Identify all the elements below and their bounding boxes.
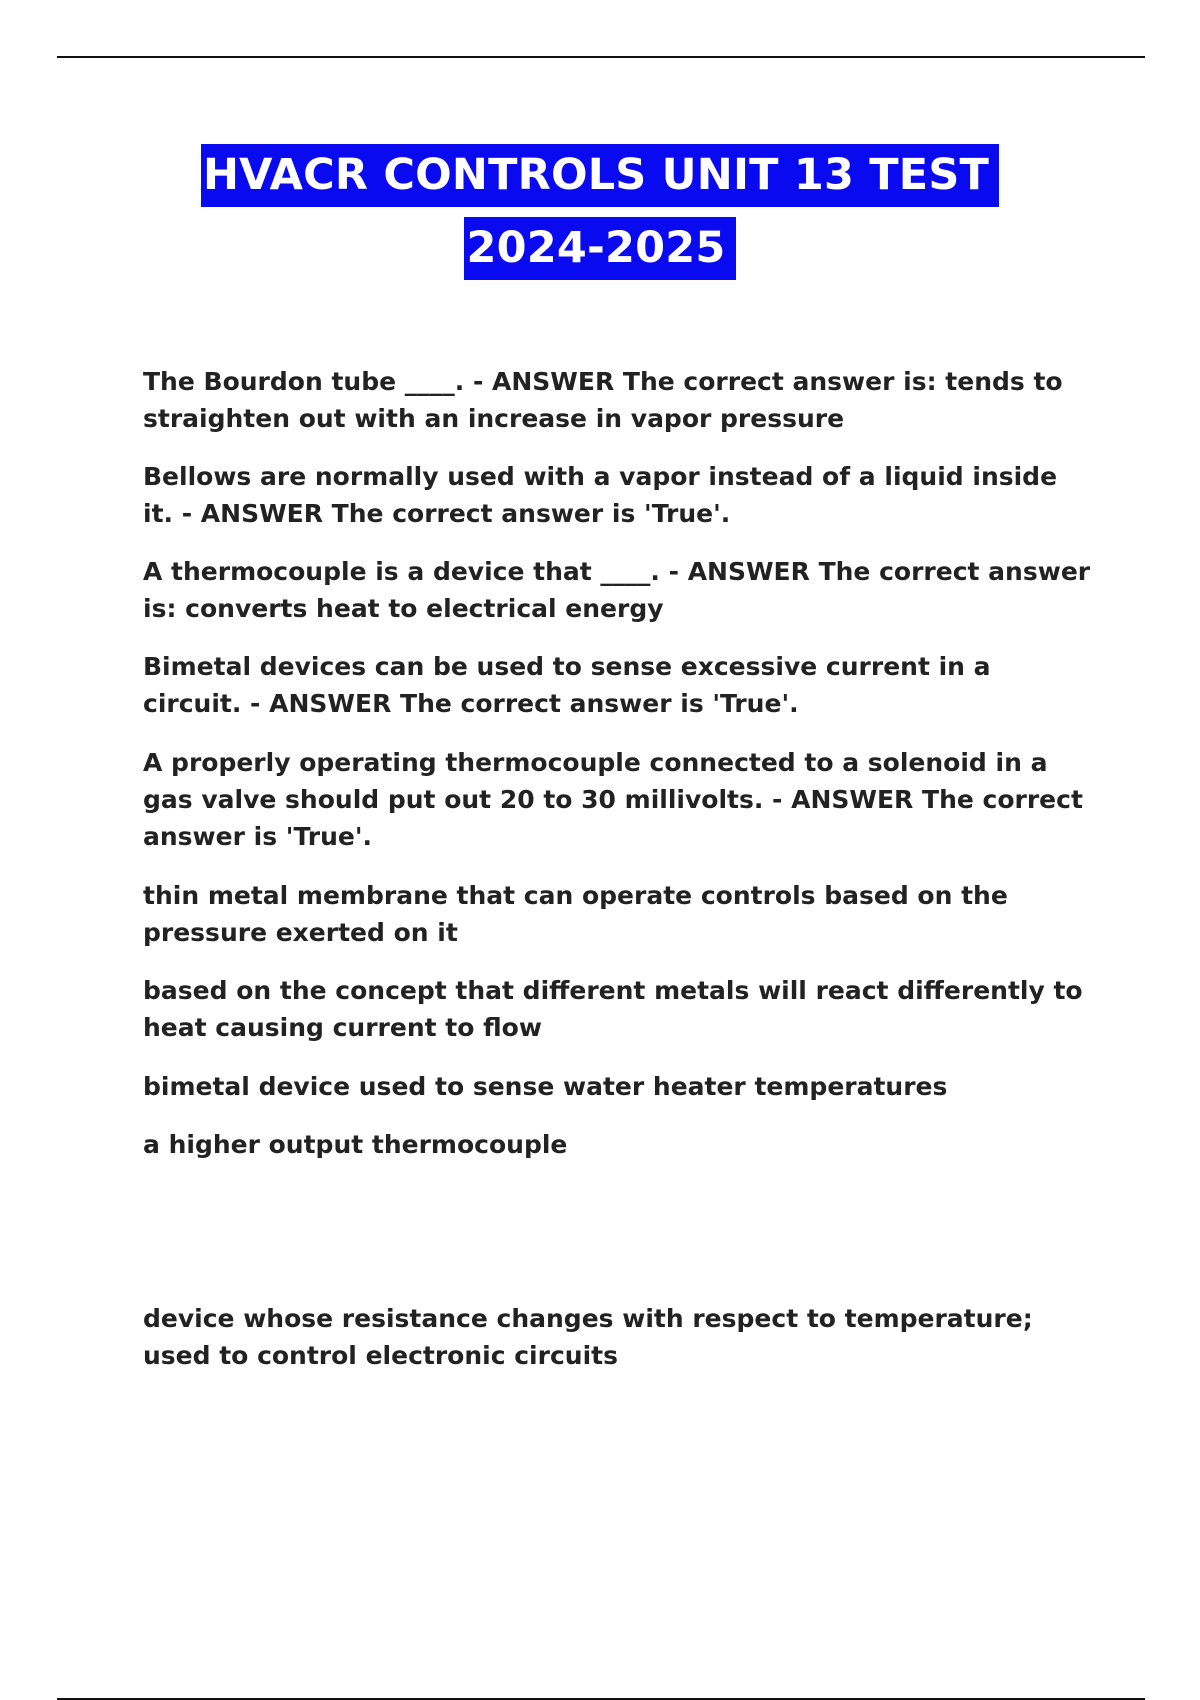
qa-item-thermistor: device whose resistance changes with respect to temperature; used to control electronic circuits xyxy=(143,1304,1033,1370)
title-line-2: 2024-2025 xyxy=(464,217,735,280)
qa-item-water-heater: bimetal device used to sense water heater temperatures xyxy=(143,1072,948,1101)
title-line-1: HVACR CONTROLS UNIT 13 TEST xyxy=(201,144,999,207)
qa-item-bimetal-current: Bimetal devices can be used to sense excessive current in a circuit. - ANSWER The correct answer is 'True'. xyxy=(143,652,991,718)
qa-item-thermocouple-concept: based on the concept that different metals will react differently to heat causing current to flow xyxy=(143,976,1083,1042)
qa-item-diaphragm: thin metal membrane that can operate controls based on the pressure exerted on it xyxy=(143,881,1008,947)
top-rule xyxy=(57,56,1145,58)
qa-item-bellows: Bellows are normally used with a vapor instead of a liquid inside it. - ANSWER The correct answer is 'True'. xyxy=(143,462,1058,528)
qa-item-higher-output: a higher output thermocouple xyxy=(143,1130,568,1159)
document-title xyxy=(0,144,1200,290)
qa-item-bourdon-tube: The Bourdon tube ____. - ANSWER The correct answer is: tends to straighten out with an increase in vapor pressure xyxy=(143,367,1063,433)
qa-item-thermocouple-device: A thermocouple is a device that ____. - ANSWER The correct answer is: converts heat to electrical energy xyxy=(143,557,1091,623)
qa-item-thermocouple-millivolts: A properly operating thermocouple connected to a solenoid in a gas valve should put out 20 to 30 millivolts. - ANSWER The correct answer is 'True'. xyxy=(143,748,1083,851)
